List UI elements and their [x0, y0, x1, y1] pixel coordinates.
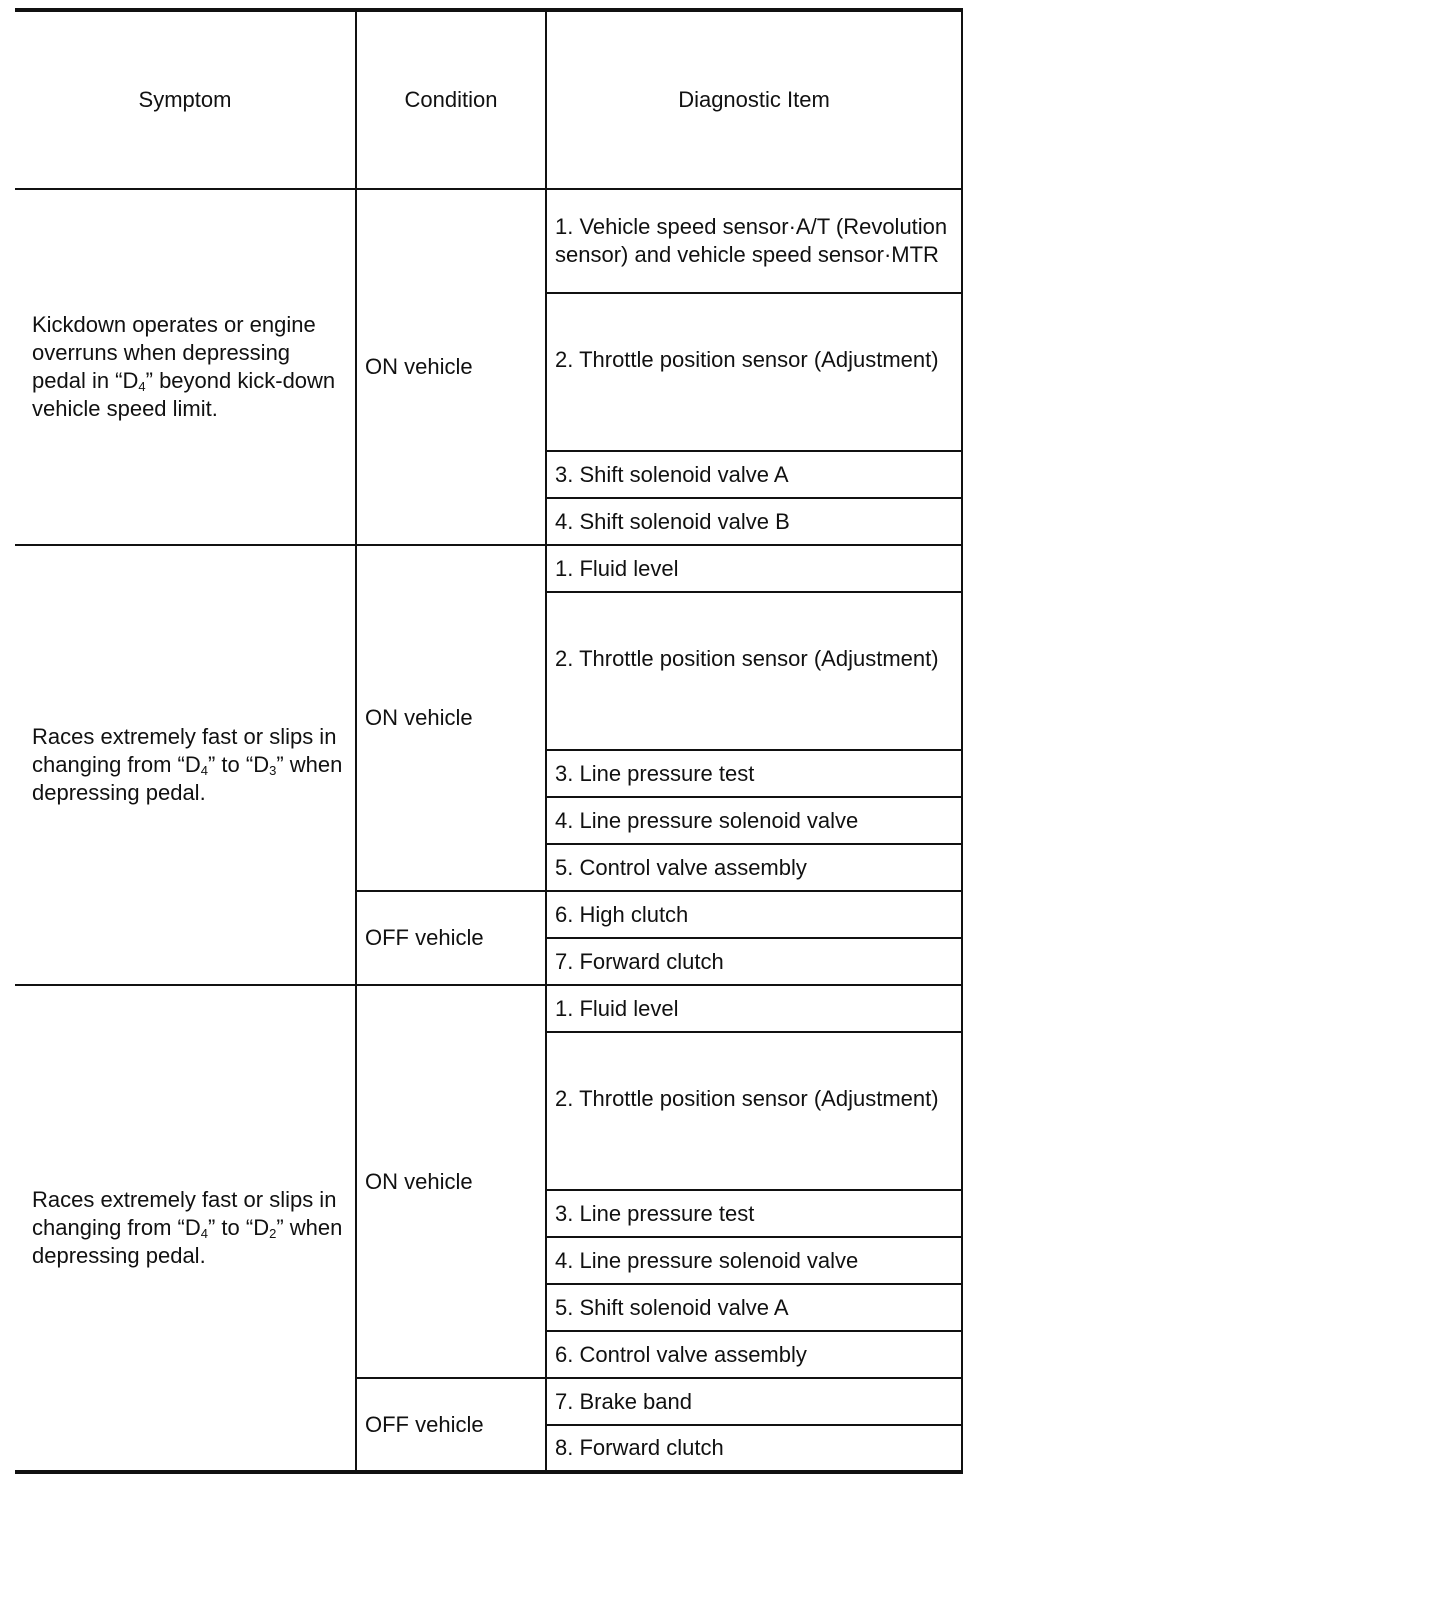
condition-cell: OFF vehicle — [356, 1378, 546, 1472]
diagnostic-item: 4. Shift solenoid valve B — [546, 498, 962, 545]
header-row — [15, 10, 962, 189]
diagnostic-item: 4. Line pressure solenoid valve — [546, 797, 962, 844]
diagnostic-item: 3. Line pressure test — [546, 1190, 962, 1237]
diagnostic-item: 7. Forward clutch — [546, 938, 962, 985]
symptom-cell: Races extremely fast or slips in changing from “$D_4$” to “$D_2$” when depressing pedal. — [15, 985, 356, 1472]
condition-cell: ON vehicle — [356, 545, 546, 891]
condition-cell: ON vehicle — [356, 985, 546, 1378]
table-row — [15, 985, 962, 1032]
diagnostic-item: 5. Control valve assembly — [546, 844, 962, 891]
symptom-cell: Kickdown operates or engine overruns when depressing pedal in “$D_4$” beyond kick-down vehicle speed limit. — [15, 189, 356, 545]
header-condition: Condition — [356, 10, 546, 189]
diagnostic-item: 6. High clutch — [546, 891, 962, 938]
diagnostic-item: 1. Fluid level — [546, 985, 962, 1032]
diagnostic-item: 3. Line pressure test — [546, 750, 962, 797]
diagnostic-item: 8. Forward clutch — [546, 1425, 962, 1472]
diagnostic-item: 3. Shift solenoid valve A — [546, 451, 962, 498]
table-row — [15, 545, 962, 592]
diagnostic-item: 4. Line pressure solenoid valve — [546, 1237, 962, 1284]
diagnostic-item: 1. Vehicle speed sensor·A/T (Revolution sensor) and vehicle speed sensor·MTR — [546, 189, 962, 293]
diagnostic-table — [15, 8, 963, 1474]
condition-cell: ON vehicle — [356, 189, 546, 545]
diagnostic-item: 2. Throttle position sensor (Adjustment) — [546, 293, 962, 451]
header-diagnostic-item: Diagnostic Item — [546, 10, 962, 189]
header-symptom: Symptom — [15, 10, 356, 189]
diagnostic-item: 2. Throttle position sensor (Adjustment) — [546, 1032, 962, 1190]
diagnostic-item: 5. Shift solenoid valve A — [546, 1284, 962, 1331]
table-row — [15, 189, 962, 293]
diagnostic-item: 2. Throttle position sensor (Adjustment) — [546, 592, 962, 750]
diagnostic-item: 6. Control valve assembly — [546, 1331, 962, 1378]
symptom-cell: Races extremely fast or slips in changing from “$D_4$” to “$D_3$” when depressing pedal. — [15, 545, 356, 985]
diagnostic-item: 7. Brake band — [546, 1378, 962, 1425]
diagnostic-item: 1. Fluid level — [546, 545, 962, 592]
condition-cell: OFF vehicle — [356, 891, 546, 985]
